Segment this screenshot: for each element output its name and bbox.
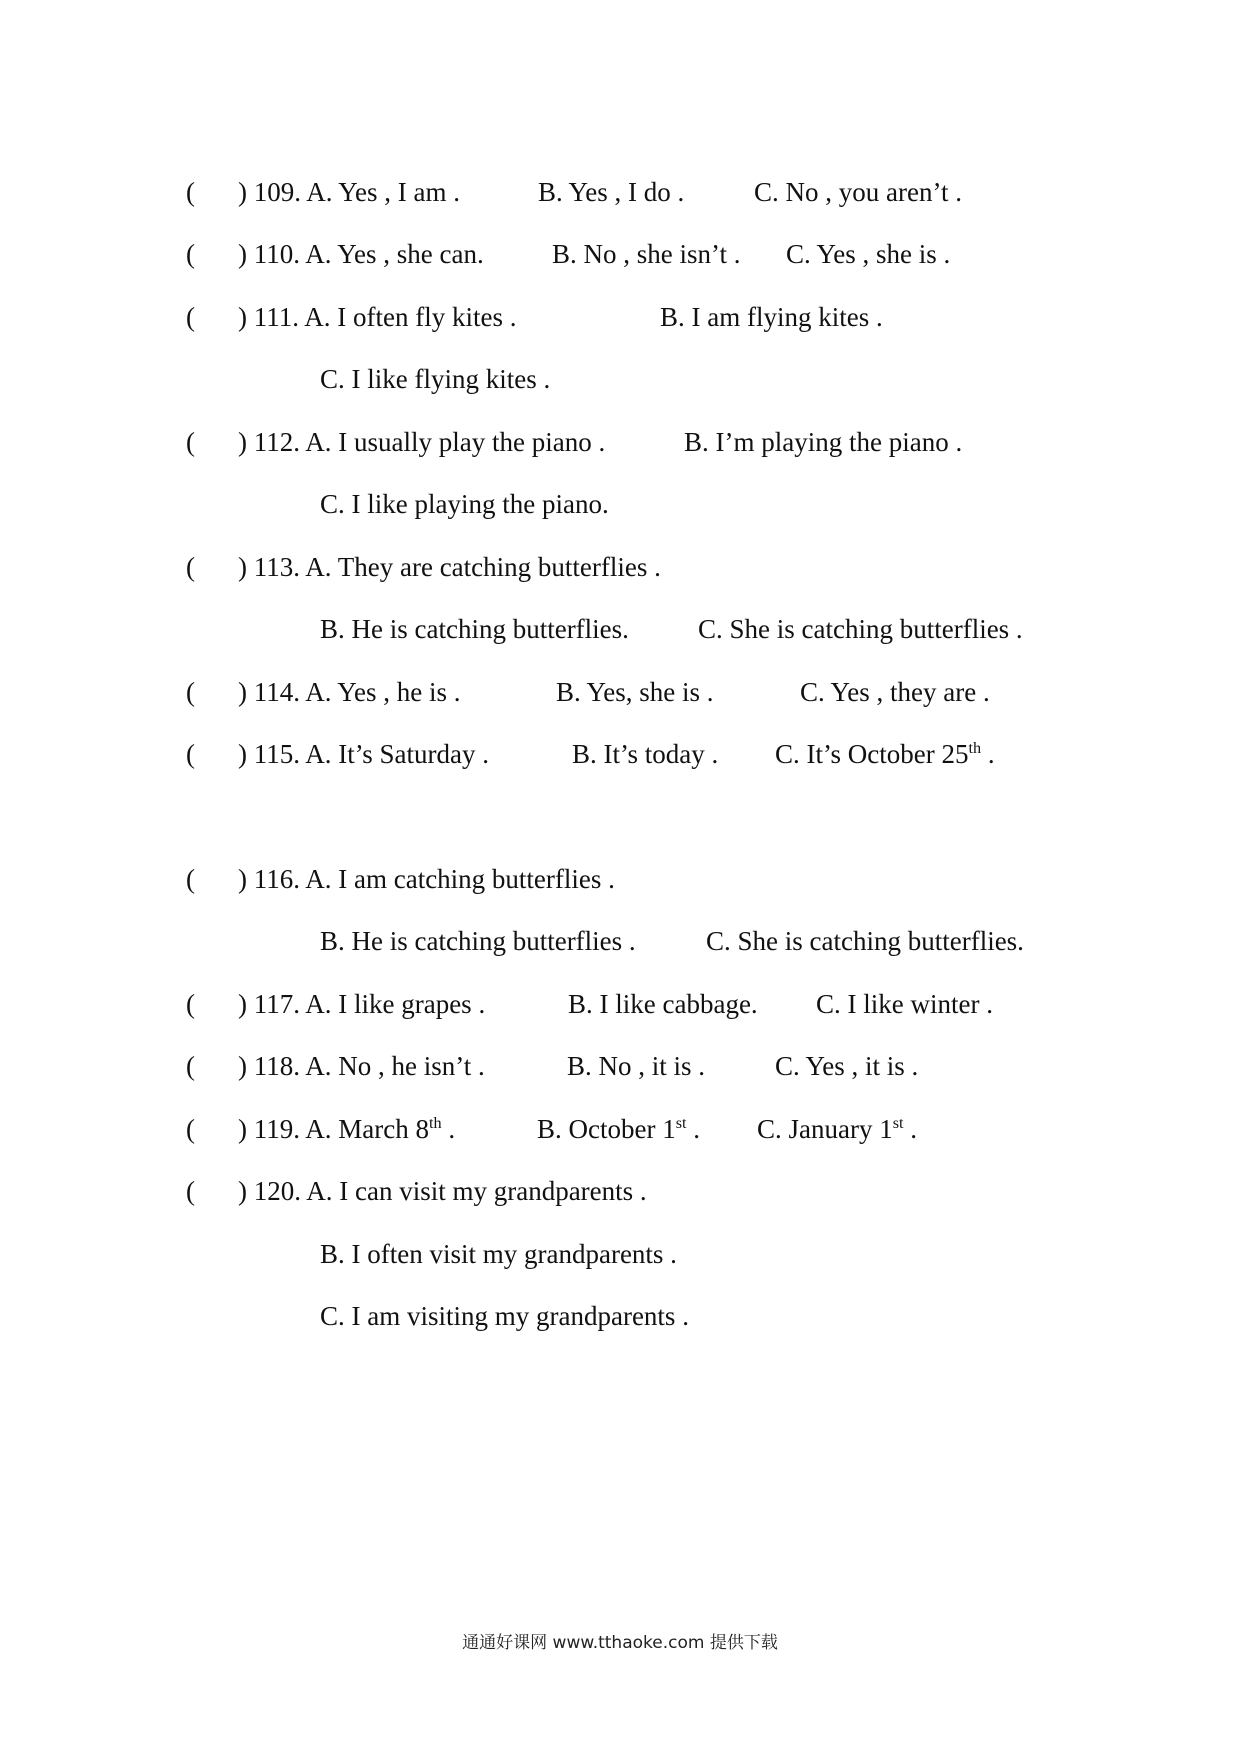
question-115 bbox=[0, 734, 1240, 774]
option-b: B. No , she isn’t . bbox=[552, 239, 741, 269]
answer-blank[interactable]: ( bbox=[186, 1114, 195, 1144]
option-c-end: . bbox=[981, 739, 995, 769]
option-c: C. No , you aren’t . bbox=[754, 177, 962, 207]
option-c: C. I like playing the piano. bbox=[320, 489, 609, 519]
option-c: C. I like winter . bbox=[816, 989, 993, 1019]
question-stem: ) 120. A. I can visit my grandparents . bbox=[238, 1176, 647, 1206]
question-112-continuation bbox=[0, 484, 1240, 524]
answer-blank[interactable]: ( bbox=[186, 1051, 195, 1081]
question-116-continuation bbox=[0, 921, 1240, 961]
question-stem: ) 118. A. No , he isn’t . bbox=[238, 1051, 485, 1081]
question-stem: ) 117. A. I like grapes . bbox=[238, 989, 486, 1019]
option-b: B. I like cabbage. bbox=[568, 989, 758, 1019]
answer-blank[interactable]: ( bbox=[186, 427, 195, 457]
question-113-continuation bbox=[0, 609, 1240, 649]
question-stem: ) 114. A. Yes , he is . bbox=[238, 677, 461, 707]
ordinal-suffix: th bbox=[968, 739, 982, 757]
ordinal-suffix: st bbox=[892, 1114, 904, 1132]
question-stem: ) 115. A. It’s Saturday . bbox=[238, 739, 489, 769]
question-stem-text: ) 119. A. March 8 bbox=[238, 1114, 429, 1144]
option-b: B. He is catching butterflies . bbox=[320, 926, 636, 956]
option-c: C. Yes , she is . bbox=[786, 239, 951, 269]
option-c-end: . bbox=[903, 1114, 918, 1144]
question-117 bbox=[0, 984, 1240, 1024]
answer-blank[interactable]: ( bbox=[186, 739, 195, 769]
option-b: B. I am flying kites . bbox=[660, 302, 883, 332]
option-c bbox=[775, 734, 995, 774]
question-114 bbox=[0, 672, 1240, 712]
option-b: B. No , it is . bbox=[567, 1051, 706, 1081]
question-111-continuation bbox=[0, 359, 1240, 399]
question-116 bbox=[0, 859, 1240, 899]
answer-blank[interactable]: ( bbox=[186, 177, 195, 207]
option-b: B. Yes , I do . bbox=[538, 177, 685, 207]
option-b: B. It’s today . bbox=[572, 739, 719, 769]
answer-blank[interactable]: ( bbox=[186, 864, 195, 894]
question-stem: ) 112. A. I usually play the piano . bbox=[238, 427, 606, 457]
option-c-text: C. It’s October 25 bbox=[775, 739, 969, 769]
question-109 bbox=[0, 172, 1240, 212]
question-113 bbox=[0, 547, 1240, 587]
answer-blank[interactable]: ( bbox=[186, 1176, 195, 1206]
option-b-end: . bbox=[686, 1114, 701, 1144]
option-c bbox=[757, 1109, 917, 1149]
question-111 bbox=[0, 297, 1240, 337]
question-stem-end: . bbox=[441, 1114, 456, 1144]
option-c-text: C. January 1 bbox=[757, 1114, 893, 1144]
option-c: C. I am visiting my grandparents . bbox=[320, 1301, 689, 1331]
question-120-option-c-line bbox=[0, 1296, 1240, 1336]
option-c: C. She is catching butterflies . bbox=[698, 614, 1023, 644]
question-stem bbox=[238, 1109, 455, 1149]
question-stem: ) 113. A. They are catching butterflies . bbox=[238, 552, 661, 582]
option-b: B. He is catching butterflies. bbox=[320, 614, 629, 644]
question-stem: ) 116. A. I am catching butterflies . bbox=[238, 864, 615, 894]
question-120-option-b-line bbox=[0, 1234, 1240, 1274]
answer-blank[interactable]: ( bbox=[186, 302, 195, 332]
answer-blank[interactable]: ( bbox=[186, 989, 195, 1019]
question-112 bbox=[0, 422, 1240, 462]
question-stem: ) 111. A. I often fly kites . bbox=[238, 302, 517, 332]
page-footer: 通通好课网 www.tthaoke.com 提供下载 bbox=[462, 1633, 778, 1653]
option-b: B. I often visit my grandparents . bbox=[320, 1239, 677, 1269]
question-stem: ) 110. A. Yes , she can. bbox=[238, 239, 484, 269]
answer-blank[interactable]: ( bbox=[186, 552, 195, 582]
answer-blank[interactable]: ( bbox=[186, 239, 195, 269]
option-c: C. I like flying kites . bbox=[320, 364, 551, 394]
answer-blank[interactable]: ( bbox=[186, 677, 195, 707]
question-stem: ) 109. A. Yes , I am . bbox=[238, 177, 461, 207]
question-118 bbox=[0, 1046, 1240, 1086]
option-c: C. Yes , they are . bbox=[800, 677, 990, 707]
question-119 bbox=[0, 1109, 1240, 1149]
question-110 bbox=[0, 234, 1240, 274]
ordinal-suffix: st bbox=[675, 1114, 687, 1132]
option-c: C. She is catching butterflies. bbox=[706, 926, 1024, 956]
option-b bbox=[537, 1109, 700, 1149]
ordinal-suffix: th bbox=[428, 1114, 442, 1132]
option-b: B. I’m playing the piano . bbox=[684, 427, 963, 457]
option-b-text: B. October 1 bbox=[537, 1114, 676, 1144]
question-120 bbox=[0, 1171, 1240, 1211]
option-c: C. Yes , it is . bbox=[775, 1051, 919, 1081]
option-b: B. Yes, she is . bbox=[556, 677, 714, 707]
